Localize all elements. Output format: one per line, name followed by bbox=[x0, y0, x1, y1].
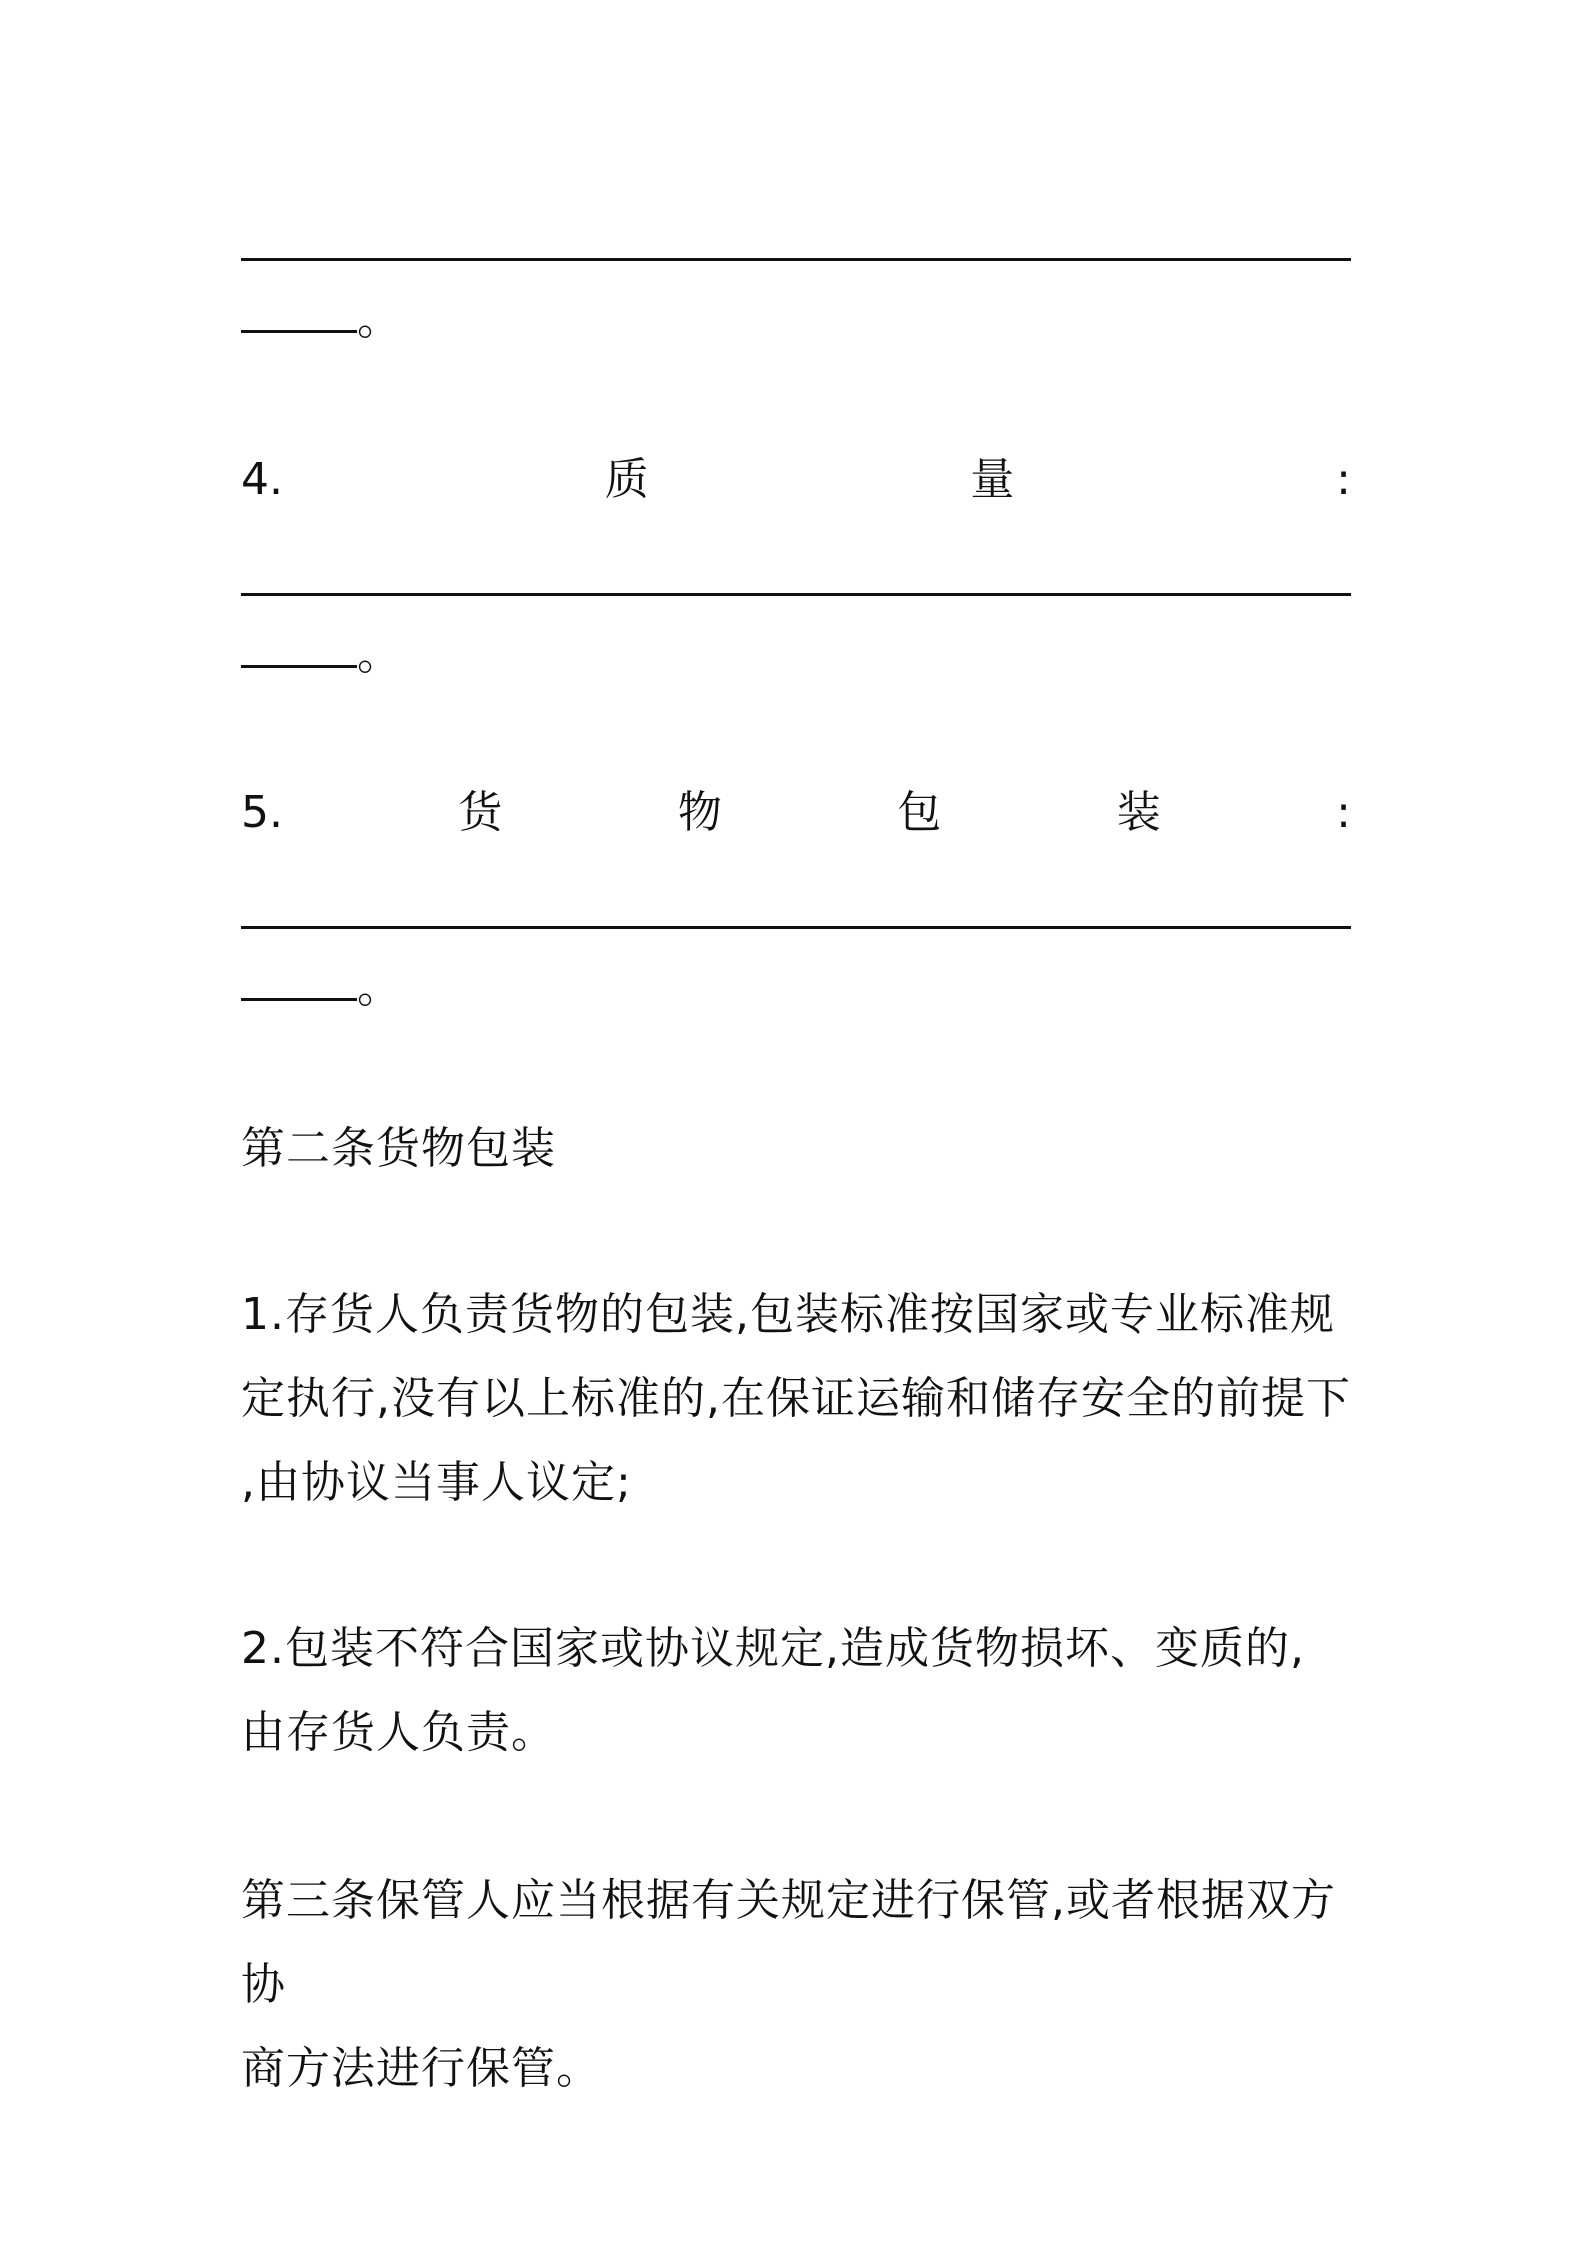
item4-label-row bbox=[241, 450, 1351, 510]
item5-blank-short bbox=[241, 998, 357, 1001]
item5-char-4: 装 bbox=[1116, 787, 1161, 838]
item4-char-2: 量 bbox=[970, 454, 1015, 505]
article2-clause2-line2: 由存货人负责。 bbox=[241, 1707, 556, 1758]
item3-blank-short bbox=[241, 330, 357, 333]
item5-number: 5. bbox=[241, 787, 283, 838]
item5-char-1: 货 bbox=[458, 787, 503, 838]
item4-blank-line bbox=[241, 593, 1351, 596]
article3-line2: 商方法进行保管。 bbox=[241, 2043, 601, 2094]
article3-line1: 第三条保管人应当根据有关规定进行保管,或者根据双方协 bbox=[241, 1875, 1336, 2010]
article2-clause1 bbox=[241, 1273, 1351, 1525]
item4-period: 。 bbox=[357, 629, 401, 680]
article2-clause2-line1: 2.包装不符合国家或协议规定,造成货物损坏、变质的, bbox=[241, 1623, 1305, 1674]
item5-label-row bbox=[241, 783, 1351, 843]
article2-clause2 bbox=[241, 1607, 1351, 1775]
item5-char-3: 包 bbox=[897, 787, 942, 838]
article2-clause1-line1: 1.存货人负责货物的包装,包装标准按国家或专业标准规 bbox=[241, 1289, 1335, 1340]
item5-char-2: 物 bbox=[677, 787, 722, 838]
item3-blank-line bbox=[241, 258, 1351, 261]
item3-period: 。 bbox=[357, 294, 401, 345]
item4-colon: : bbox=[1336, 454, 1351, 505]
item4-blank-short bbox=[241, 665, 357, 668]
item5-blank-line bbox=[241, 926, 1351, 929]
article2-clause1-line2: 定执行,没有以上标准的,在保证运输和储存安全的前提下 bbox=[241, 1373, 1351, 1424]
article3 bbox=[241, 1859, 1351, 2111]
item5-period: 。 bbox=[357, 962, 401, 1013]
article2-heading: 第二条货物包装 bbox=[241, 1123, 556, 1174]
article2-clause1-line3: ,由协议当事人议定; bbox=[241, 1457, 632, 1508]
item5-colon: : bbox=[1336, 787, 1351, 838]
item4-char-1: 质 bbox=[604, 454, 649, 505]
item4-number: 4. bbox=[241, 454, 283, 505]
